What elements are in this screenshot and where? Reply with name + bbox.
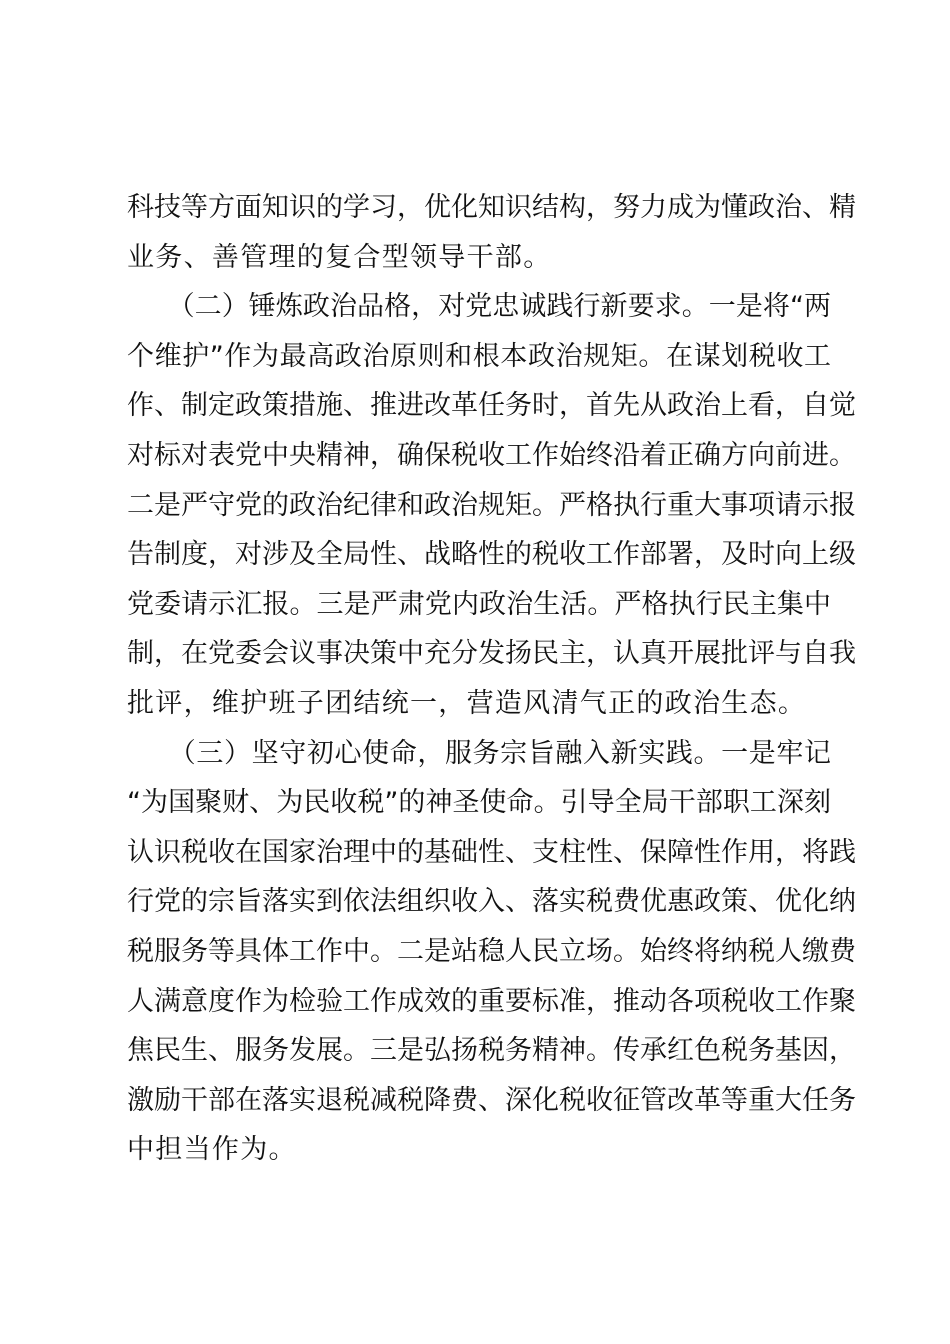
text-line: “为国聚财、为民收税”的神圣使命。引导全局干部职工深刻 <box>127 787 831 819</box>
text-line: 批评，维护班子团结统一，营造风清气正的政治生态。 <box>127 687 807 719</box>
text-line: 焦民生、服务发展。三是弘扬税务精神。传承红色税务基因， <box>127 1035 856 1067</box>
section-heading-line: （三）坚守初心使命，服务宗旨融入新实践。一是牢记 <box>127 737 831 769</box>
text-line: 人满意度作为检验工作成效的重要标准，推动各项税收工作聚 <box>127 985 856 1017</box>
text-line: 党委请示汇报。三是严肃党内政治生活。严格执行民主集中 <box>127 588 831 620</box>
text-line: 税服务等具体工作中。二是站稳人民立场。始终将纳税人缴费 <box>127 935 856 967</box>
paragraph-section-2 <box>127 282 856 728</box>
document-page <box>127 183 856 1175</box>
text-line: 中担当作为。 <box>127 1134 297 1166</box>
text-line: 对标对表党中央精神，确保税收工作始终沿着正确方向前进。 <box>127 439 856 471</box>
text-line: 激励干部在落实退税减税降费、深化税收征管改革等重大任务 <box>127 1084 856 1116</box>
text-line: 二是严守党的政治纪律和政治规矩。严格执行重大事项请示报 <box>127 489 856 521</box>
paragraph-continued <box>127 183 856 282</box>
text-line: 告制度，对涉及全局性、战略性的税收工作部署，及时向上级 <box>127 539 856 571</box>
text-line: 作、制定政策措施、推进改革任务时，首先从政治上看，自觉 <box>127 390 856 422</box>
text-line: 科技等方面知识的学习，优化知识结构，努力成为懂政治、精 <box>127 192 856 223</box>
text-line: 制，在党委会议事决策中充分发扬民主，认真开展批评与自我 <box>127 638 856 670</box>
section-heading-line: （二）锤炼政治品格，对党忠诚践行新要求。一是将“两 <box>127 291 831 323</box>
text-line: 个维护”作为最高政治原则和根本政治规矩。在谋划税收工 <box>127 340 831 372</box>
text-line: 业务、善管理的复合型领导干部。 <box>127 241 552 273</box>
paragraph-section-3 <box>127 729 856 1175</box>
text-line: 认识税收在国家治理中的基础性、支柱性、保障性作用，将践 <box>127 836 856 868</box>
text-line: 行党的宗旨落实到依法组织收入、落实税费优惠政策、优化纳 <box>127 886 856 918</box>
